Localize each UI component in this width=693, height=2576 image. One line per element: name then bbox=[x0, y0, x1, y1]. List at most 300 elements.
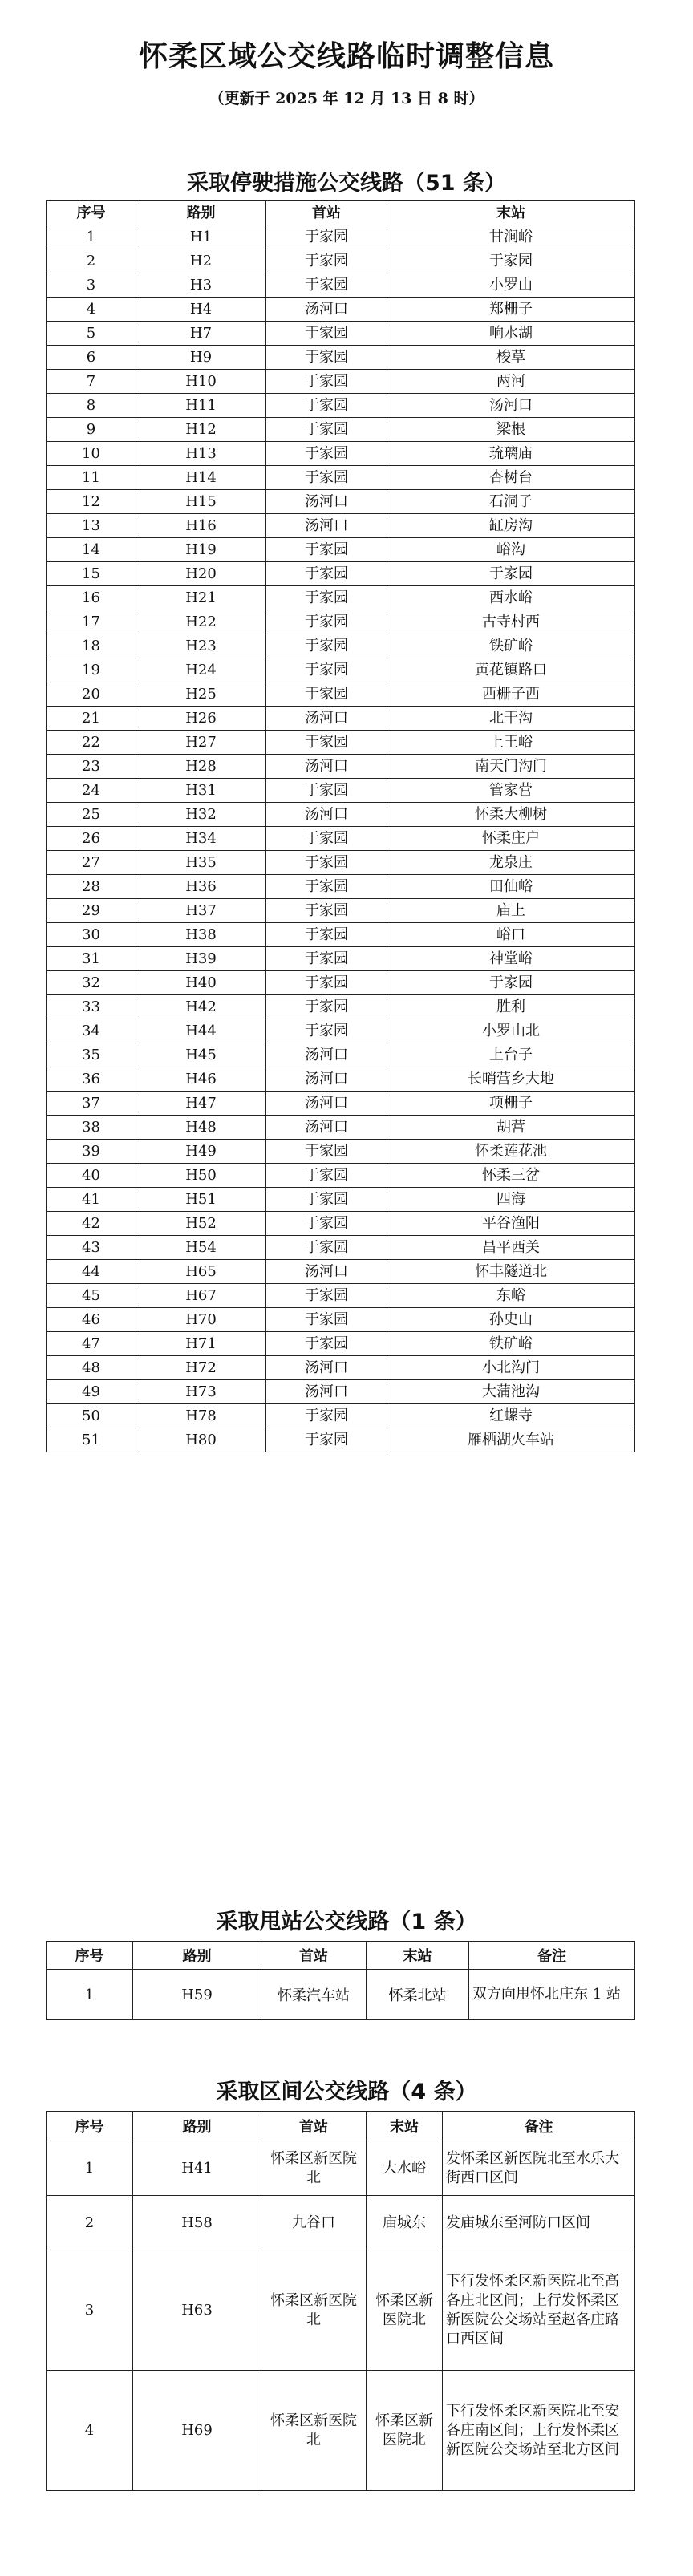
row-route: H1 bbox=[136, 225, 266, 249]
row-last-stop: 于家园 bbox=[387, 971, 635, 995]
row-last-stop: 怀柔莲花池 bbox=[387, 1140, 635, 1164]
row-route: H40 bbox=[136, 971, 266, 995]
row-first-stop: 于家园 bbox=[266, 1236, 387, 1260]
table-row bbox=[47, 1380, 635, 1404]
row-note: 双方向甩怀北庄东 1 站 bbox=[469, 1970, 635, 2020]
row-first-stop: 于家园 bbox=[266, 466, 387, 490]
row-route: H41 bbox=[133, 2141, 261, 2196]
table-row bbox=[47, 418, 635, 442]
table-row bbox=[47, 1428, 635, 1452]
table-row bbox=[47, 1260, 635, 1284]
row-last-stop: 四海 bbox=[387, 1188, 635, 1212]
row-route: H69 bbox=[133, 2371, 261, 2491]
row-last-stop: 田仙峪 bbox=[387, 875, 635, 899]
row-route: H32 bbox=[136, 803, 266, 827]
table-row bbox=[47, 1970, 635, 2020]
row-last-stop: 北干沟 bbox=[387, 707, 635, 731]
row-route: H73 bbox=[136, 1380, 266, 1404]
header-index: 序号 bbox=[47, 1942, 133, 1970]
row-first-stop: 于家园 bbox=[266, 851, 387, 875]
row-last-stop: 缸房沟 bbox=[387, 514, 635, 538]
table-row bbox=[47, 875, 635, 899]
row-index: 43 bbox=[47, 1236, 136, 1260]
row-index: 30 bbox=[47, 923, 136, 947]
row-index: 4 bbox=[47, 2371, 133, 2491]
row-last-stop: 铁矿峪 bbox=[387, 1332, 635, 1356]
row-last-stop: 庙城东 bbox=[367, 2196, 443, 2250]
table-row bbox=[47, 827, 635, 851]
table-header-row bbox=[47, 1942, 635, 1970]
table-row bbox=[47, 2141, 635, 2196]
table-row bbox=[47, 490, 635, 514]
row-index: 24 bbox=[47, 779, 136, 803]
table-row bbox=[47, 298, 635, 322]
row-index: 38 bbox=[47, 1116, 136, 1140]
row-first-stop: 于家园 bbox=[266, 418, 387, 442]
reroute-lines-table bbox=[46, 1941, 635, 2020]
table-row bbox=[47, 2250, 635, 2371]
row-first-stop: 于家园 bbox=[266, 1428, 387, 1452]
row-index: 6 bbox=[47, 346, 136, 370]
row-first-stop: 于家园 bbox=[266, 249, 387, 273]
row-last-stop: 于家园 bbox=[387, 562, 635, 586]
table-header-row bbox=[47, 2112, 635, 2141]
row-first-stop: 于家园 bbox=[266, 394, 387, 418]
row-last-stop: 西水峪 bbox=[387, 586, 635, 610]
header-first-stop: 首站 bbox=[261, 2112, 367, 2141]
row-route: H22 bbox=[136, 610, 266, 634]
row-route: H3 bbox=[136, 273, 266, 298]
row-route: H48 bbox=[136, 1116, 266, 1140]
row-route: H65 bbox=[136, 1260, 266, 1284]
table-row bbox=[47, 1140, 635, 1164]
suspended-lines-body bbox=[47, 225, 635, 1452]
row-last-stop: 龙泉庄 bbox=[387, 851, 635, 875]
row-first-stop: 怀柔区新医院北 bbox=[261, 2141, 367, 2196]
table-header-row bbox=[47, 201, 635, 225]
row-route: H45 bbox=[136, 1043, 266, 1067]
row-index: 11 bbox=[47, 466, 136, 490]
table-row bbox=[47, 273, 635, 298]
row-route: H31 bbox=[136, 779, 266, 803]
row-index: 28 bbox=[47, 875, 136, 899]
row-last-stop: 孙史山 bbox=[387, 1308, 635, 1332]
row-index: 15 bbox=[47, 562, 136, 586]
table-row bbox=[47, 731, 635, 755]
row-last-stop: 管家营 bbox=[387, 779, 635, 803]
row-index: 12 bbox=[47, 490, 136, 514]
row-route: H80 bbox=[136, 1428, 266, 1452]
header-note: 备注 bbox=[469, 1942, 635, 1970]
row-route: H21 bbox=[136, 586, 266, 610]
row-route: H47 bbox=[136, 1092, 266, 1116]
table-row bbox=[47, 466, 635, 490]
row-index: 2 bbox=[47, 249, 136, 273]
row-route: H16 bbox=[136, 514, 266, 538]
segment-section-title: 采取区间公交线路（4 条） bbox=[216, 2080, 477, 2104]
table-row bbox=[47, 1188, 635, 1212]
table-row bbox=[47, 538, 635, 562]
row-route: H15 bbox=[136, 490, 266, 514]
row-route: H38 bbox=[136, 923, 266, 947]
row-first-stop: 于家园 bbox=[266, 1308, 387, 1332]
row-first-stop: 于家园 bbox=[266, 1019, 387, 1043]
table-row bbox=[47, 1019, 635, 1043]
row-last-stop: 胡营 bbox=[387, 1116, 635, 1140]
row-last-stop: 神堂峪 bbox=[387, 947, 635, 971]
row-last-stop: 梭草 bbox=[387, 346, 635, 370]
row-last-stop: 项栅子 bbox=[387, 1092, 635, 1116]
header-note: 备注 bbox=[443, 2112, 635, 2141]
row-index: 37 bbox=[47, 1092, 136, 1116]
row-index: 48 bbox=[47, 1356, 136, 1380]
row-route: H26 bbox=[136, 707, 266, 731]
table-row bbox=[47, 1404, 635, 1428]
row-route: H9 bbox=[136, 346, 266, 370]
row-note: 发怀柔区新医院北至水乐大街西口区间 bbox=[443, 2141, 635, 2196]
row-route: H28 bbox=[136, 755, 266, 779]
table-row bbox=[47, 634, 635, 658]
header-index: 序号 bbox=[47, 201, 136, 225]
row-last-stop: 甘涧峪 bbox=[387, 225, 635, 249]
table-row bbox=[47, 1116, 635, 1140]
row-index: 35 bbox=[47, 1043, 136, 1067]
table-row bbox=[47, 707, 635, 731]
table-row bbox=[47, 851, 635, 875]
row-first-stop: 于家园 bbox=[266, 562, 387, 586]
row-route: H25 bbox=[136, 682, 266, 707]
table-row bbox=[47, 514, 635, 538]
table-row bbox=[47, 1236, 635, 1260]
row-first-stop: 怀柔汽车站 bbox=[261, 1970, 367, 2020]
header-route: 路别 bbox=[133, 2112, 261, 2141]
row-first-stop: 于家园 bbox=[266, 1140, 387, 1164]
row-first-stop: 于家园 bbox=[266, 779, 387, 803]
row-first-stop: 汤河口 bbox=[266, 1043, 387, 1067]
row-route: H37 bbox=[136, 899, 266, 923]
row-first-stop: 于家园 bbox=[266, 947, 387, 971]
row-last-stop: 怀柔区新医院北 bbox=[367, 2371, 443, 2491]
table-row bbox=[47, 899, 635, 923]
row-last-stop: 怀柔北站 bbox=[367, 1970, 469, 2020]
row-index: 2 bbox=[47, 2196, 133, 2250]
table-row bbox=[47, 995, 635, 1019]
row-index: 21 bbox=[47, 707, 136, 731]
row-route: H13 bbox=[136, 442, 266, 466]
row-first-stop: 于家园 bbox=[266, 273, 387, 298]
row-index: 3 bbox=[47, 273, 136, 298]
row-route: H12 bbox=[136, 418, 266, 442]
row-route: H35 bbox=[136, 851, 266, 875]
row-first-stop: 汤河口 bbox=[266, 1260, 387, 1284]
header-route: 路别 bbox=[133, 1942, 261, 1970]
row-route: H34 bbox=[136, 827, 266, 851]
row-last-stop: 峪口 bbox=[387, 923, 635, 947]
row-first-stop: 怀柔区新医院北 bbox=[261, 2250, 367, 2371]
row-first-stop: 于家园 bbox=[266, 1188, 387, 1212]
row-route: H4 bbox=[136, 298, 266, 322]
table-row bbox=[47, 779, 635, 803]
row-first-stop: 于家园 bbox=[266, 1164, 387, 1188]
row-index: 9 bbox=[47, 418, 136, 442]
row-route: H58 bbox=[133, 2196, 261, 2250]
row-route: H7 bbox=[136, 322, 266, 346]
row-first-stop: 于家园 bbox=[266, 442, 387, 466]
row-first-stop: 于家园 bbox=[266, 370, 387, 394]
row-index: 1 bbox=[47, 1970, 133, 2020]
row-route: H2 bbox=[136, 249, 266, 273]
row-first-stop: 怀柔区新医院北 bbox=[261, 2371, 367, 2491]
row-route: H19 bbox=[136, 538, 266, 562]
row-route: H27 bbox=[136, 731, 266, 755]
header-first-stop: 首站 bbox=[266, 201, 387, 225]
row-index: 16 bbox=[47, 586, 136, 610]
row-index: 4 bbox=[47, 298, 136, 322]
row-first-stop: 汤河口 bbox=[266, 490, 387, 514]
table-row bbox=[47, 971, 635, 995]
row-note: 下行发怀柔区新医院北至安各庄南区间；上行发怀柔区新医院公交场站至北方区间 bbox=[443, 2371, 635, 2491]
row-route: H67 bbox=[136, 1284, 266, 1308]
table-row bbox=[47, 1356, 635, 1380]
row-index: 8 bbox=[47, 394, 136, 418]
row-route: H44 bbox=[136, 1019, 266, 1043]
table-row bbox=[47, 1092, 635, 1116]
row-first-stop: 于家园 bbox=[266, 1332, 387, 1356]
row-note: 发庙城东至河防口区间 bbox=[443, 2196, 635, 2250]
row-index: 26 bbox=[47, 827, 136, 851]
row-route: H24 bbox=[136, 658, 266, 682]
row-index: 36 bbox=[47, 1067, 136, 1092]
table-row bbox=[47, 1308, 635, 1332]
row-index: 31 bbox=[47, 947, 136, 971]
row-first-stop: 汤河口 bbox=[266, 707, 387, 731]
row-route: H20 bbox=[136, 562, 266, 586]
row-route: H78 bbox=[136, 1404, 266, 1428]
row-index: 25 bbox=[47, 803, 136, 827]
row-route: H63 bbox=[133, 2250, 261, 2371]
row-last-stop: 怀柔区新医院北 bbox=[367, 2250, 443, 2371]
table-row bbox=[47, 755, 635, 779]
row-last-stop: 古寺村西 bbox=[387, 610, 635, 634]
row-last-stop: 峪沟 bbox=[387, 538, 635, 562]
row-index: 1 bbox=[47, 225, 136, 249]
row-last-stop: 铁矿峪 bbox=[387, 634, 635, 658]
row-index: 50 bbox=[47, 1404, 136, 1428]
row-first-stop: 于家园 bbox=[266, 346, 387, 370]
row-last-stop: 黄花镇路口 bbox=[387, 658, 635, 682]
row-index: 27 bbox=[47, 851, 136, 875]
row-last-stop: 怀丰隧道北 bbox=[387, 1260, 635, 1284]
suspended-lines-table bbox=[46, 200, 635, 1452]
row-last-stop: 平谷渔阳 bbox=[387, 1212, 635, 1236]
row-last-stop: 小北沟门 bbox=[387, 1356, 635, 1380]
row-index: 1 bbox=[47, 2141, 133, 2196]
row-index: 41 bbox=[47, 1188, 136, 1212]
row-index: 40 bbox=[47, 1164, 136, 1188]
row-last-stop: 怀柔三岔 bbox=[387, 1164, 635, 1188]
row-last-stop: 响水湖 bbox=[387, 322, 635, 346]
row-last-stop: 杏树台 bbox=[387, 466, 635, 490]
row-last-stop: 两河 bbox=[387, 370, 635, 394]
row-first-stop: 于家园 bbox=[266, 1212, 387, 1236]
row-route: H70 bbox=[136, 1308, 266, 1332]
row-first-stop: 汤河口 bbox=[266, 1356, 387, 1380]
row-last-stop: 郑栅子 bbox=[387, 298, 635, 322]
row-first-stop: 于家园 bbox=[266, 875, 387, 899]
row-index: 44 bbox=[47, 1260, 136, 1284]
table-row bbox=[47, 346, 635, 370]
row-first-stop: 于家园 bbox=[266, 995, 387, 1019]
row-route: H23 bbox=[136, 634, 266, 658]
row-first-stop: 于家园 bbox=[266, 682, 387, 707]
row-first-stop: 于家园 bbox=[266, 322, 387, 346]
row-first-stop: 汤河口 bbox=[266, 1067, 387, 1092]
table-row bbox=[47, 682, 635, 707]
table-row bbox=[47, 658, 635, 682]
row-first-stop: 于家园 bbox=[266, 538, 387, 562]
row-last-stop: 东峪 bbox=[387, 1284, 635, 1308]
row-route: H71 bbox=[136, 1332, 266, 1356]
row-route: H59 bbox=[133, 1970, 261, 2020]
row-first-stop: 九谷口 bbox=[261, 2196, 367, 2250]
row-route: H39 bbox=[136, 947, 266, 971]
table-row bbox=[47, 249, 635, 273]
row-index: 19 bbox=[47, 658, 136, 682]
row-index: 45 bbox=[47, 1284, 136, 1308]
row-index: 5 bbox=[47, 322, 136, 346]
row-route: H36 bbox=[136, 875, 266, 899]
row-last-stop: 大蒲池沟 bbox=[387, 1380, 635, 1404]
table-row bbox=[47, 923, 635, 947]
row-last-stop: 庙上 bbox=[387, 899, 635, 923]
page-title: 怀柔区域公交线路临时调整信息 bbox=[138, 40, 554, 73]
table-row bbox=[47, 1067, 635, 1092]
row-index: 32 bbox=[47, 971, 136, 995]
row-first-stop: 于家园 bbox=[266, 899, 387, 923]
header-route: 路别 bbox=[136, 201, 266, 225]
table-row bbox=[47, 442, 635, 466]
row-route: H50 bbox=[136, 1164, 266, 1188]
row-last-stop: 雁栖湖火车站 bbox=[387, 1428, 635, 1452]
row-route: H52 bbox=[136, 1212, 266, 1236]
row-index: 14 bbox=[47, 538, 136, 562]
row-index: 47 bbox=[47, 1332, 136, 1356]
row-last-stop: 西栅子西 bbox=[387, 682, 635, 707]
row-index: 18 bbox=[47, 634, 136, 658]
header-last-stop: 末站 bbox=[387, 201, 635, 225]
header-last-stop: 末站 bbox=[367, 1942, 469, 1970]
row-last-stop: 怀柔大柳树 bbox=[387, 803, 635, 827]
table-row bbox=[47, 1164, 635, 1188]
table-row bbox=[47, 562, 635, 586]
row-first-stop: 于家园 bbox=[266, 971, 387, 995]
row-last-stop: 大水峪 bbox=[367, 2141, 443, 2196]
row-first-stop: 汤河口 bbox=[266, 803, 387, 827]
table-row bbox=[47, 1212, 635, 1236]
row-route: H10 bbox=[136, 370, 266, 394]
row-first-stop: 于家园 bbox=[266, 658, 387, 682]
table-row bbox=[47, 1043, 635, 1067]
row-index: 23 bbox=[47, 755, 136, 779]
row-first-stop: 于家园 bbox=[266, 731, 387, 755]
row-route: H14 bbox=[136, 466, 266, 490]
table-row bbox=[47, 2196, 635, 2250]
row-first-stop: 汤河口 bbox=[266, 298, 387, 322]
row-index: 29 bbox=[47, 899, 136, 923]
row-route: H54 bbox=[136, 1236, 266, 1260]
table-row bbox=[47, 610, 635, 634]
row-index: 42 bbox=[47, 1212, 136, 1236]
row-last-stop: 长哨营乡大地 bbox=[387, 1067, 635, 1092]
row-first-stop: 于家园 bbox=[266, 1284, 387, 1308]
row-first-stop: 汤河口 bbox=[266, 1116, 387, 1140]
table-row bbox=[47, 1284, 635, 1308]
row-index: 17 bbox=[47, 610, 136, 634]
row-index: 13 bbox=[47, 514, 136, 538]
row-last-stop: 怀柔庄户 bbox=[387, 827, 635, 851]
row-last-stop: 南天门沟门 bbox=[387, 755, 635, 779]
row-first-stop: 汤河口 bbox=[266, 514, 387, 538]
table-row bbox=[47, 586, 635, 610]
table-row bbox=[47, 370, 635, 394]
row-index: 3 bbox=[47, 2250, 133, 2371]
segment-lines-table bbox=[46, 2111, 635, 2491]
row-first-stop: 汤河口 bbox=[266, 755, 387, 779]
row-index: 39 bbox=[47, 1140, 136, 1164]
row-first-stop: 汤河口 bbox=[266, 1380, 387, 1404]
header-index: 序号 bbox=[47, 2112, 133, 2141]
row-first-stop: 于家园 bbox=[266, 634, 387, 658]
row-last-stop: 于家园 bbox=[387, 249, 635, 273]
row-last-stop: 小罗山 bbox=[387, 273, 635, 298]
row-first-stop: 于家园 bbox=[266, 610, 387, 634]
row-note: 下行发怀柔区新医院北至高各庄北区间；上行发怀柔区新医院公交场站至赵各庄路口西区间 bbox=[443, 2250, 635, 2371]
table-row bbox=[47, 2371, 635, 2491]
row-route: H46 bbox=[136, 1067, 266, 1092]
row-last-stop: 小罗山北 bbox=[387, 1019, 635, 1043]
reroute-section-title: 采取甩站公交线路（1 条） bbox=[216, 1910, 477, 1934]
row-index: 22 bbox=[47, 731, 136, 755]
row-route: H72 bbox=[136, 1356, 266, 1380]
table-row bbox=[47, 947, 635, 971]
row-route: H11 bbox=[136, 394, 266, 418]
header-last-stop: 末站 bbox=[367, 2112, 443, 2141]
row-last-stop: 上台子 bbox=[387, 1043, 635, 1067]
row-index: 46 bbox=[47, 1308, 136, 1332]
row-index: 10 bbox=[47, 442, 136, 466]
row-first-stop: 汤河口 bbox=[266, 1092, 387, 1116]
row-index: 49 bbox=[47, 1380, 136, 1404]
page-subtitle: （更新于 2025 年 12 月 13 日 8 时） bbox=[209, 90, 484, 107]
table-row bbox=[47, 803, 635, 827]
header-first-stop: 首站 bbox=[261, 1942, 367, 1970]
row-last-stop: 上王峪 bbox=[387, 731, 635, 755]
suspended-section-title: 采取停驶措施公交线路（51 条） bbox=[187, 171, 506, 196]
row-last-stop: 石洞子 bbox=[387, 490, 635, 514]
row-last-stop: 琉璃庙 bbox=[387, 442, 635, 466]
row-first-stop: 于家园 bbox=[266, 923, 387, 947]
row-last-stop: 红螺寺 bbox=[387, 1404, 635, 1428]
table-row bbox=[47, 322, 635, 346]
row-index: 7 bbox=[47, 370, 136, 394]
table-row bbox=[47, 394, 635, 418]
row-route: H42 bbox=[136, 995, 266, 1019]
row-route: H51 bbox=[136, 1188, 266, 1212]
row-first-stop: 于家园 bbox=[266, 586, 387, 610]
row-route: H49 bbox=[136, 1140, 266, 1164]
row-last-stop: 昌平西关 bbox=[387, 1236, 635, 1260]
row-index: 20 bbox=[47, 682, 136, 707]
